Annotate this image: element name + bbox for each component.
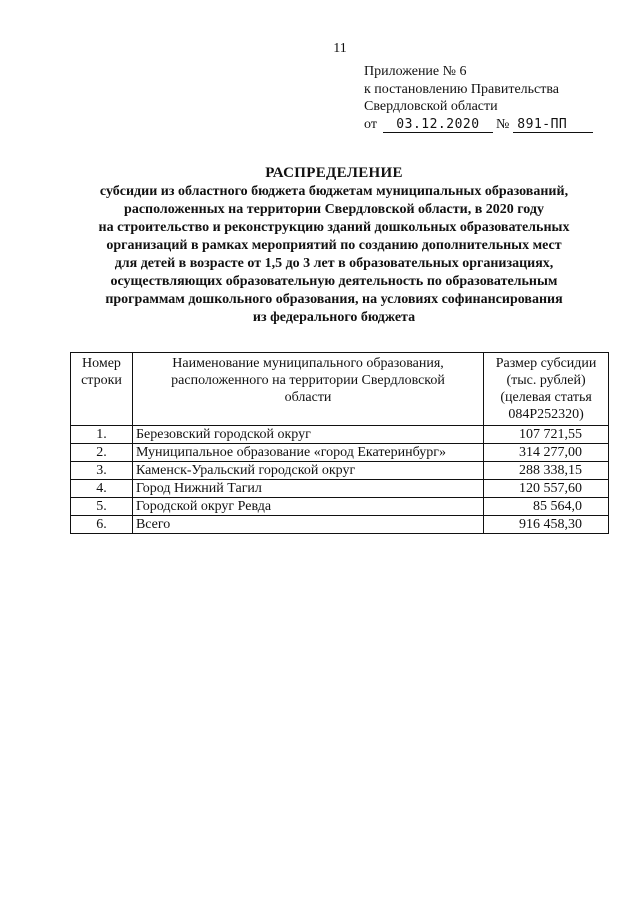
appendix-line-1: Приложение № 6 bbox=[364, 64, 467, 79]
subtitle-line: расположенных на территории Свердловской области, в 2020 году bbox=[124, 202, 544, 217]
subtitle-line: для детей в возрасте от 1,5 до 3 лет в образовательных организациях, bbox=[114, 256, 554, 271]
table-header-row bbox=[71, 353, 609, 426]
header-text: (тыс. рублей) bbox=[506, 373, 586, 388]
municipality-name: Березовский городской округ bbox=[132, 426, 483, 444]
appendix-block bbox=[364, 63, 593, 133]
row-number: 1. bbox=[71, 426, 133, 444]
header-text: 084Р252320) bbox=[508, 407, 584, 422]
table-row-total bbox=[71, 516, 609, 534]
subsidy-amount: 314 277,00 bbox=[484, 444, 609, 462]
municipality-name: Городской округ Ревда bbox=[132, 498, 483, 516]
row-number: 3. bbox=[71, 462, 133, 480]
municipality-name: Город Нижний Тагил bbox=[132, 480, 483, 498]
header-municipality bbox=[132, 353, 483, 426]
header-text: строки bbox=[81, 373, 122, 388]
header-row-number bbox=[71, 353, 133, 426]
municipality-name: Всего bbox=[132, 516, 483, 534]
resolution-number: 891-ПП bbox=[513, 117, 593, 133]
number-prefix: № bbox=[495, 116, 510, 132]
subtitle-line: осуществляющих образовательную деятельность по образовательным bbox=[110, 274, 558, 289]
subtitle-line: субсидии из областного бюджета бюджетам муниципальных образований, bbox=[99, 184, 569, 199]
appendix-date-line bbox=[364, 116, 593, 134]
municipality-name: Каменск-Уральский городской округ bbox=[132, 462, 483, 480]
subsidy-amount: 85 564,0 bbox=[484, 498, 609, 516]
subsidy-amount: 916 458,30 bbox=[484, 516, 609, 534]
table-row bbox=[71, 462, 609, 480]
row-number: 6. bbox=[71, 516, 133, 534]
table-row bbox=[71, 426, 609, 444]
header-text: (целевая статья bbox=[500, 390, 592, 405]
subtitle-line: на строительство и реконструкцию зданий дошкольных образовательных bbox=[98, 220, 570, 235]
document-title-block bbox=[70, 163, 598, 327]
appendix-line-3: Свердловской области bbox=[364, 99, 498, 114]
table-row bbox=[71, 444, 609, 462]
subtitle-line: организаций в рамках мероприятий по созданию дополнительных мест bbox=[106, 238, 562, 253]
date-prefix: от bbox=[364, 116, 377, 132]
subsidy-amount: 120 557,60 bbox=[484, 480, 609, 498]
header-subsidy-amount bbox=[484, 353, 609, 426]
table-row bbox=[71, 480, 609, 498]
subtitle-line: из федерального бюджета bbox=[252, 310, 416, 325]
row-number: 5. bbox=[71, 498, 133, 516]
table-row bbox=[71, 498, 609, 516]
header-text: Наименование муниципального образования, bbox=[172, 356, 444, 371]
header-text: Размер субсидии bbox=[495, 356, 597, 371]
resolution-date: 03.12.2020 bbox=[383, 117, 493, 133]
municipality-name: Муниципальное образование «город Екатеринбург» bbox=[132, 444, 483, 462]
header-text: Номер bbox=[82, 356, 121, 371]
subsidy-table bbox=[70, 352, 609, 534]
subsidy-amount: 288 338,15 bbox=[484, 462, 609, 480]
subtitle-line: программам дошкольного образования, на условиях софинансирования bbox=[105, 292, 563, 307]
row-number: 2. bbox=[71, 444, 133, 462]
row-number: 4. bbox=[71, 480, 133, 498]
document-subtitle bbox=[70, 183, 598, 327]
document-title: РАСПРЕДЕЛЕНИЕ bbox=[265, 165, 403, 181]
appendix-line-2: к постановлению Правительства bbox=[364, 81, 560, 97]
header-text: области bbox=[284, 390, 332, 405]
header-text: расположенного на территории Свердловской bbox=[171, 373, 445, 388]
page-number: 11 bbox=[333, 41, 347, 56]
subsidy-amount: 107 721,55 bbox=[484, 426, 609, 444]
